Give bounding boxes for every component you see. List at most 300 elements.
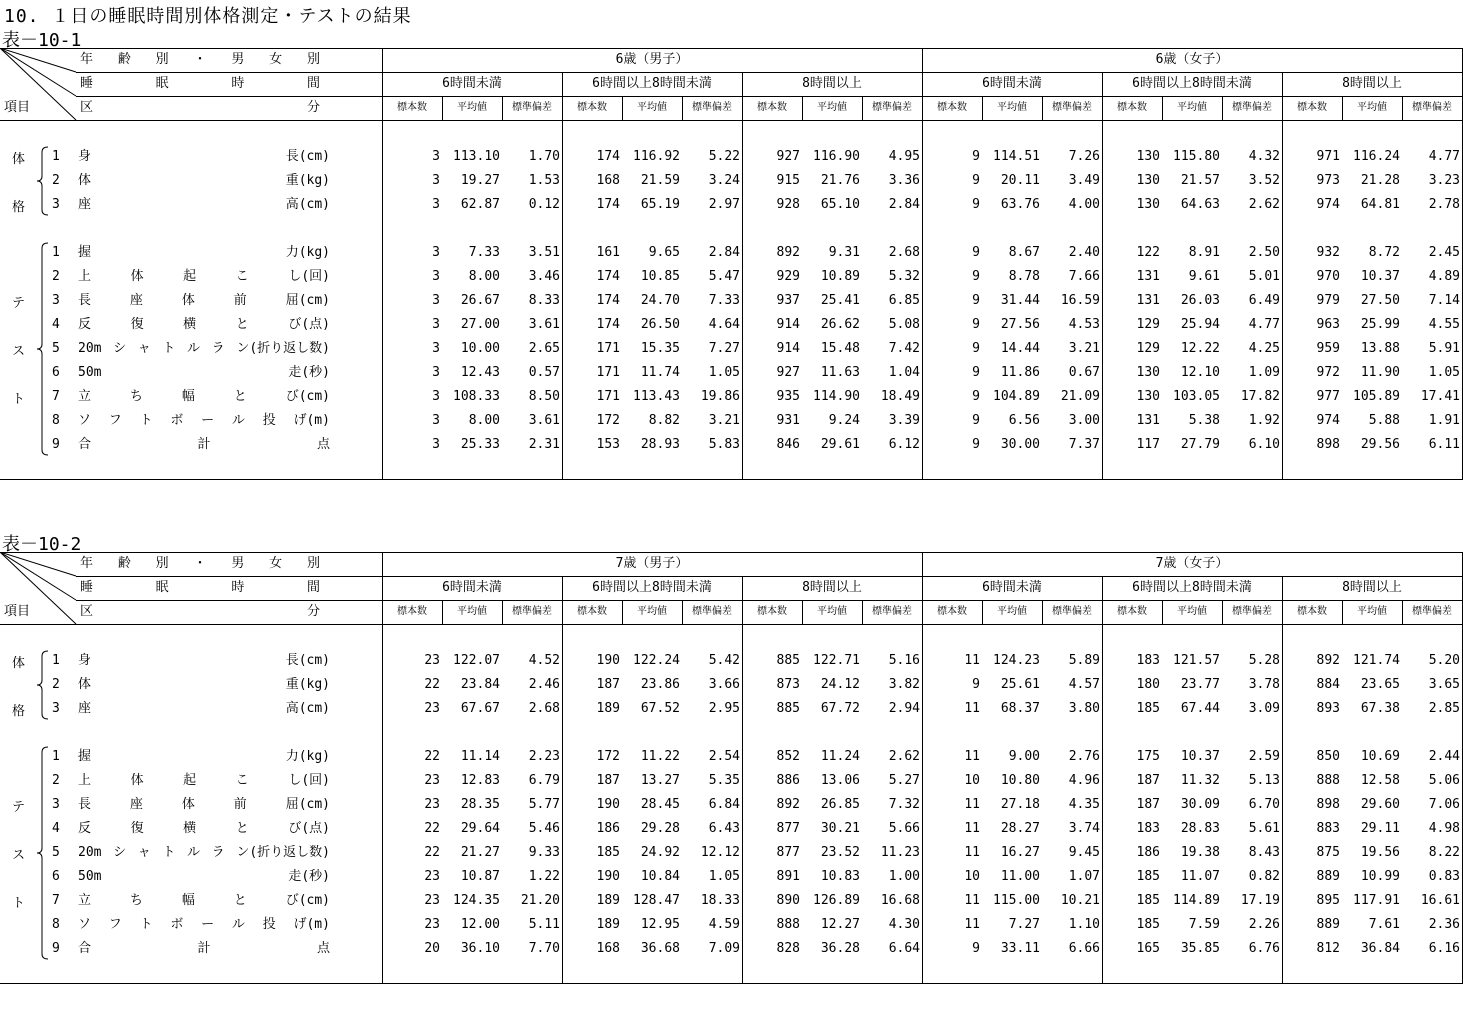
item-number: 5 [52, 845, 60, 860]
item-label-char: 力(kg) [285, 749, 330, 764]
value-cell: 3.61 [528, 413, 560, 428]
value-cell: 8.67 [1008, 245, 1040, 260]
rule-line [0, 479, 1463, 480]
header-sleep-time-char: 睡 [80, 76, 94, 91]
item-label-char: 20m [78, 845, 102, 860]
header-category-char: 区 [80, 100, 94, 115]
value-cell: 884 [1316, 677, 1340, 692]
value-cell: 190 [596, 869, 620, 884]
value-cell: 15.48 [820, 341, 860, 356]
value-cell: 9 [972, 389, 980, 404]
value-cell: 4.64 [708, 317, 740, 332]
item-label-char: 身 [78, 653, 92, 668]
item-label [78, 914, 330, 936]
sleep-group: 6時間未満 [442, 580, 502, 595]
item-label-char: と [233, 893, 247, 908]
physique-row [0, 146, 1463, 168]
stat-header: 平均値 [1177, 102, 1207, 113]
value-cell: 8.50 [528, 389, 560, 404]
header-age-sex-char: ・ [193, 556, 207, 571]
value-cell: 23 [424, 653, 440, 668]
value-cell: 1.92 [1248, 413, 1280, 428]
value-cell: 3.24 [708, 173, 740, 188]
value-cell: 19.38 [1180, 845, 1220, 860]
stat-header: 標準偏差 [1052, 606, 1092, 617]
value-cell: 121.74 [1353, 653, 1400, 668]
value-cell: 9 [972, 245, 980, 260]
value-cell: 850 [1316, 749, 1340, 764]
value-cell: 12.43 [460, 365, 500, 380]
value-cell: 14.44 [1000, 341, 1040, 356]
value-cell: 1.07 [1068, 869, 1100, 884]
item-label-char: 計 [197, 437, 211, 452]
value-cell: 4.55 [1428, 317, 1460, 332]
header-sleep-time-char: 間 [306, 76, 320, 91]
value-cell: 4.95 [888, 149, 920, 164]
value-cell: 131 [1136, 413, 1160, 428]
rule-line [76, 576, 1463, 577]
value-cell: 885 [776, 653, 800, 668]
value-cell: 187 [1136, 797, 1160, 812]
value-cell: 21.09 [1060, 389, 1100, 404]
value-cell: 7.59 [1188, 917, 1220, 932]
test-row [0, 410, 1463, 432]
value-cell: 891 [776, 869, 800, 884]
header-age-sex-char: 男 [231, 52, 245, 67]
value-cell: 65.10 [820, 197, 860, 212]
value-cell: 10.69 [1360, 749, 1400, 764]
stat-header: 標準偏差 [872, 102, 912, 113]
value-cell: 3 [432, 341, 440, 356]
header-age-sex-char: 別 [155, 556, 169, 571]
item-label-char: ボ [170, 917, 184, 932]
value-cell: 11.00 [1000, 869, 1040, 884]
value-cell: 9 [972, 941, 980, 956]
value-cell: 2.62 [888, 749, 920, 764]
value-cell: 25.61 [1000, 677, 1040, 692]
item-label-char: 重(kg) [285, 677, 330, 692]
value-cell: 892 [776, 797, 800, 812]
value-cell: 33.11 [1000, 941, 1040, 956]
value-cell: 21.27 [460, 845, 500, 860]
value-cell: 13.06 [820, 773, 860, 788]
physique-row [0, 698, 1463, 720]
value-cell: 3.23 [1428, 173, 1460, 188]
rule-line [0, 624, 1463, 625]
value-cell: 2.54 [708, 749, 740, 764]
value-cell: 885 [776, 701, 800, 716]
value-cell: 1.05 [708, 869, 740, 884]
stat-header: 平均値 [457, 102, 487, 113]
value-cell: 7.33 [468, 245, 500, 260]
value-cell: 937 [776, 293, 800, 308]
item-label-char: 高(cm) [285, 701, 330, 716]
value-cell: 67.38 [1360, 701, 1400, 716]
value-cell: 30.00 [1000, 437, 1040, 452]
stat-header: 標準偏差 [1232, 102, 1272, 113]
value-cell: 17.41 [1420, 389, 1460, 404]
value-cell: 10.89 [820, 269, 860, 284]
value-cell: 6.12 [888, 437, 920, 452]
value-cell: 0.67 [1068, 365, 1100, 380]
value-cell: 67.67 [460, 701, 500, 716]
value-cell: 183 [1136, 821, 1160, 836]
item-label-char: こ [235, 773, 249, 788]
value-cell: 11.86 [1000, 365, 1040, 380]
brace-path [37, 651, 48, 719]
sleep-group: 6時間以上8時間未満 [592, 76, 712, 91]
item-label [78, 674, 330, 696]
header-age-sex-char: 別 [306, 556, 320, 571]
value-cell: 4.57 [1068, 677, 1100, 692]
test-row [0, 434, 1463, 456]
value-cell: 25.41 [820, 293, 860, 308]
header-sleep-time-char: 時 [231, 76, 245, 91]
value-cell: 1.00 [888, 869, 920, 884]
item-label [78, 842, 330, 864]
item-label-char: 長(cm) [285, 149, 330, 164]
item-number: 2 [52, 773, 60, 788]
item-label [78, 194, 330, 216]
value-cell: 23.65 [1360, 677, 1400, 692]
value-cell: 124.23 [993, 653, 1040, 668]
value-cell: 185 [596, 845, 620, 860]
value-cell: 22 [424, 749, 440, 764]
stat-header: 標準偏差 [512, 606, 552, 617]
physique-row [0, 170, 1463, 192]
item-label-char: ャ [137, 845, 151, 860]
sleep-group: 8時間以上 [1342, 76, 1402, 91]
value-cell: 174 [596, 317, 620, 332]
value-cell: 122.71 [813, 653, 860, 668]
value-cell: 886 [776, 773, 800, 788]
value-cell: 3.78 [1248, 677, 1280, 692]
value-cell: 12.83 [460, 773, 500, 788]
value-cell: 2.62 [1248, 197, 1280, 212]
item-label [78, 410, 330, 432]
value-cell: 180 [1136, 677, 1160, 692]
value-cell: 190 [596, 653, 620, 668]
value-cell: 174 [596, 149, 620, 164]
item-label-char: 復 [130, 821, 144, 836]
value-cell: 7.06 [1428, 797, 1460, 812]
test-row [0, 746, 1463, 768]
item-label-char: 50m [78, 869, 102, 884]
value-cell: 172 [596, 749, 620, 764]
header-age-sex-char: 別 [306, 52, 320, 67]
value-cell: 124.35 [453, 893, 500, 908]
value-cell: 3 [432, 245, 440, 260]
value-cell: 0.82 [1248, 869, 1280, 884]
value-cell: 5.32 [888, 269, 920, 284]
item-label-char: ー [201, 413, 215, 428]
item-label-char: 走(秒) [288, 869, 330, 884]
value-cell: 888 [1316, 773, 1340, 788]
value-cell: 1.09 [1248, 365, 1280, 380]
value-cell: 3 [432, 173, 440, 188]
item-label-char: 復 [130, 317, 144, 332]
value-cell: 828 [776, 941, 800, 956]
value-cell: 7.09 [708, 941, 740, 956]
stat-header: 平均値 [817, 102, 847, 113]
item-label-char: 計 [197, 941, 211, 956]
brace [36, 146, 50, 216]
item-label-char: 立 [78, 893, 92, 908]
value-cell: 2.44 [1428, 749, 1460, 764]
age-sex-group: 6歳（男子） [615, 52, 689, 67]
value-cell: 11 [964, 893, 980, 908]
value-cell: 3.46 [528, 269, 560, 284]
value-cell: 4.30 [888, 917, 920, 932]
age-sex-group: 6歳（女子） [1155, 52, 1229, 67]
value-cell: 68.37 [1000, 701, 1040, 716]
value-cell: 9 [972, 413, 980, 428]
value-cell: 9 [972, 365, 980, 380]
stat-header: 標準偏差 [1412, 606, 1452, 617]
value-cell: 973 [1316, 173, 1340, 188]
value-cell: 30.09 [1180, 797, 1220, 812]
stat-header: 標本数 [937, 606, 967, 617]
value-cell: 2.97 [708, 197, 740, 212]
item-label-char: 投 [262, 413, 276, 428]
value-cell: 25.33 [460, 437, 500, 452]
item-label [78, 746, 330, 768]
value-cell: 3.82 [888, 677, 920, 692]
rule-line [0, 552, 1463, 553]
value-cell: 6.66 [1068, 941, 1100, 956]
value-cell: 9.31 [828, 245, 860, 260]
item-label-char: ラ [211, 341, 225, 356]
value-cell: 27.79 [1180, 437, 1220, 452]
value-cell: 2.23 [528, 749, 560, 764]
value-cell: 974 [1316, 197, 1340, 212]
value-cell: 892 [776, 245, 800, 260]
category-test: ト [12, 896, 26, 911]
value-cell: 0.57 [528, 365, 560, 380]
value-cell: 8.91 [1188, 245, 1220, 260]
header-category [80, 604, 320, 620]
value-cell: 19.27 [460, 173, 500, 188]
value-cell: 36.28 [820, 941, 860, 956]
value-cell: 11 [964, 653, 980, 668]
item-label-char: シ [113, 341, 127, 356]
value-cell: 5.66 [888, 821, 920, 836]
value-cell: 9.33 [528, 845, 560, 860]
item-label-char: 横 [183, 317, 197, 332]
value-cell: 21.20 [520, 893, 560, 908]
item-label-char: 上 [78, 773, 92, 788]
stat-header: 標準偏差 [1412, 102, 1452, 113]
value-cell: 9 [972, 677, 980, 692]
value-cell: 3.49 [1068, 173, 1100, 188]
category-test: テ [12, 296, 26, 311]
item-number: 6 [52, 869, 60, 884]
value-cell: 8.00 [468, 269, 500, 284]
value-cell: 174 [596, 293, 620, 308]
test-row [0, 938, 1463, 960]
value-cell: 28.35 [460, 797, 500, 812]
value-cell: 4.52 [528, 653, 560, 668]
value-cell: 4.77 [1428, 149, 1460, 164]
value-cell: 65.19 [640, 197, 680, 212]
value-cell: 122.07 [453, 653, 500, 668]
item-label-char: 点 [316, 941, 330, 956]
item-label-char: し(回) [288, 269, 330, 284]
value-cell: 29.11 [1360, 821, 1400, 836]
value-cell: 172 [596, 413, 620, 428]
value-cell: 185 [1136, 917, 1160, 932]
value-cell: 914 [776, 341, 800, 356]
item-label-char: と [235, 821, 249, 836]
value-cell: 7.66 [1068, 269, 1100, 284]
item-label-char: 体 [130, 773, 144, 788]
item-label-char: ト [162, 341, 176, 356]
item-number: 4 [52, 317, 60, 332]
value-cell: 24.70 [640, 293, 680, 308]
value-cell: 8.43 [1248, 845, 1280, 860]
item-number: 7 [52, 389, 60, 404]
age-sex-group: 7歳（女子） [1155, 556, 1229, 571]
item-label-char: ソ [78, 413, 92, 428]
stat-header: 標準偏差 [1052, 102, 1092, 113]
value-cell: 979 [1316, 293, 1340, 308]
value-cell: 185 [1136, 701, 1160, 716]
value-cell: 126.89 [813, 893, 860, 908]
value-cell: 189 [596, 701, 620, 716]
sleep-group: 6時間未満 [982, 580, 1042, 595]
value-cell: 171 [596, 365, 620, 380]
value-cell: 3.21 [1068, 341, 1100, 356]
value-cell: 11 [964, 749, 980, 764]
value-cell: 3.80 [1068, 701, 1100, 716]
brace-path [37, 747, 48, 959]
value-cell: 4.89 [1428, 269, 1460, 284]
value-cell: 116.24 [1353, 149, 1400, 164]
value-cell: 7.27 [1008, 917, 1040, 932]
value-cell: 7.33 [708, 293, 740, 308]
item-label [78, 434, 330, 456]
value-cell: 29.64 [460, 821, 500, 836]
item-label [78, 290, 330, 312]
value-cell: 128.47 [633, 893, 680, 908]
value-cell: 3 [432, 365, 440, 380]
header-sleep-time-char: 眠 [155, 76, 169, 91]
value-cell: 5.22 [708, 149, 740, 164]
value-cell: 8.22 [1428, 845, 1460, 860]
header-category-char: 分 [306, 604, 320, 619]
item-label-char: 合 [78, 941, 92, 956]
value-cell: 64.81 [1360, 197, 1400, 212]
item-number: 1 [52, 149, 60, 164]
value-cell: 3 [432, 293, 440, 308]
value-cell: 6.79 [528, 773, 560, 788]
value-cell: 2.78 [1428, 197, 1460, 212]
category-test: ス [12, 344, 26, 359]
value-cell: 153 [596, 437, 620, 452]
value-cell: 2.85 [1428, 701, 1460, 716]
value-cell: 187 [596, 773, 620, 788]
value-cell: 67.44 [1180, 701, 1220, 716]
value-cell: 7.37 [1068, 437, 1100, 452]
value-cell: 6.43 [708, 821, 740, 836]
value-cell: 17.82 [1240, 389, 1280, 404]
item-label-char: 屈(cm) [285, 797, 330, 812]
value-cell: 117 [1136, 437, 1160, 452]
item-label-char: 合 [78, 437, 92, 452]
value-cell: 2.46 [528, 677, 560, 692]
value-cell: 11 [964, 917, 980, 932]
value-cell: 35.85 [1180, 941, 1220, 956]
item-label-char: ル [187, 845, 201, 860]
value-cell: 873 [776, 677, 800, 692]
value-cell: 129 [1136, 317, 1160, 332]
value-cell: 1.22 [528, 869, 560, 884]
item-label [78, 338, 330, 360]
item-label-char: び(点) [288, 821, 330, 836]
item-label-char: 前 [233, 293, 247, 308]
value-cell: 11 [964, 845, 980, 860]
item-label-char: ち [129, 893, 143, 908]
value-cell: 1.53 [528, 173, 560, 188]
value-cell: 971 [1316, 149, 1340, 164]
age-sex-group: 7歳（男子） [615, 556, 689, 571]
item-label-char: ン(折り返し数) [236, 845, 330, 860]
stat-header: 平均値 [637, 102, 667, 113]
value-cell: 23.52 [820, 845, 860, 860]
value-cell: 30.21 [820, 821, 860, 836]
value-cell: 21.59 [640, 173, 680, 188]
item-label-char: 投 [262, 917, 276, 932]
sleep-group: 6時間未満 [982, 76, 1042, 91]
value-cell: 2.31 [528, 437, 560, 452]
value-cell: 11 [964, 797, 980, 812]
value-cell: 10.21 [1060, 893, 1100, 908]
stat-header: 平均値 [637, 606, 667, 617]
stat-header: 標準偏差 [512, 102, 552, 113]
item-number: 1 [52, 653, 60, 668]
stat-header: 平均値 [817, 606, 847, 617]
value-cell: 3.65 [1428, 677, 1460, 692]
item-label [78, 866, 330, 888]
value-cell: 26.85 [820, 797, 860, 812]
item-label-char: 座 [78, 197, 92, 212]
brace [36, 746, 50, 960]
item-label [78, 938, 330, 960]
item-label-char: 立 [78, 389, 92, 404]
value-cell: 5.35 [708, 773, 740, 788]
value-cell: 22 [424, 821, 440, 836]
header-sleep-time [80, 580, 320, 596]
value-cell: 5.11 [528, 917, 560, 932]
value-cell: 7.70 [528, 941, 560, 956]
value-cell: 4.32 [1248, 149, 1280, 164]
value-cell: 6.84 [708, 797, 740, 812]
value-cell: 7.14 [1428, 293, 1460, 308]
value-cell: 877 [776, 821, 800, 836]
value-cell: 174 [596, 197, 620, 212]
value-cell: 3.61 [528, 317, 560, 332]
value-cell: 26.03 [1180, 293, 1220, 308]
value-cell: 9 [972, 317, 980, 332]
item-number: 2 [52, 677, 60, 692]
value-cell: 23.77 [1180, 677, 1220, 692]
value-cell: 1.04 [888, 365, 920, 380]
value-cell: 974 [1316, 413, 1340, 428]
value-cell: 116.92 [633, 149, 680, 164]
physique-row [0, 674, 1463, 696]
value-cell: 19.86 [700, 389, 740, 404]
value-cell: 932 [1316, 245, 1340, 260]
